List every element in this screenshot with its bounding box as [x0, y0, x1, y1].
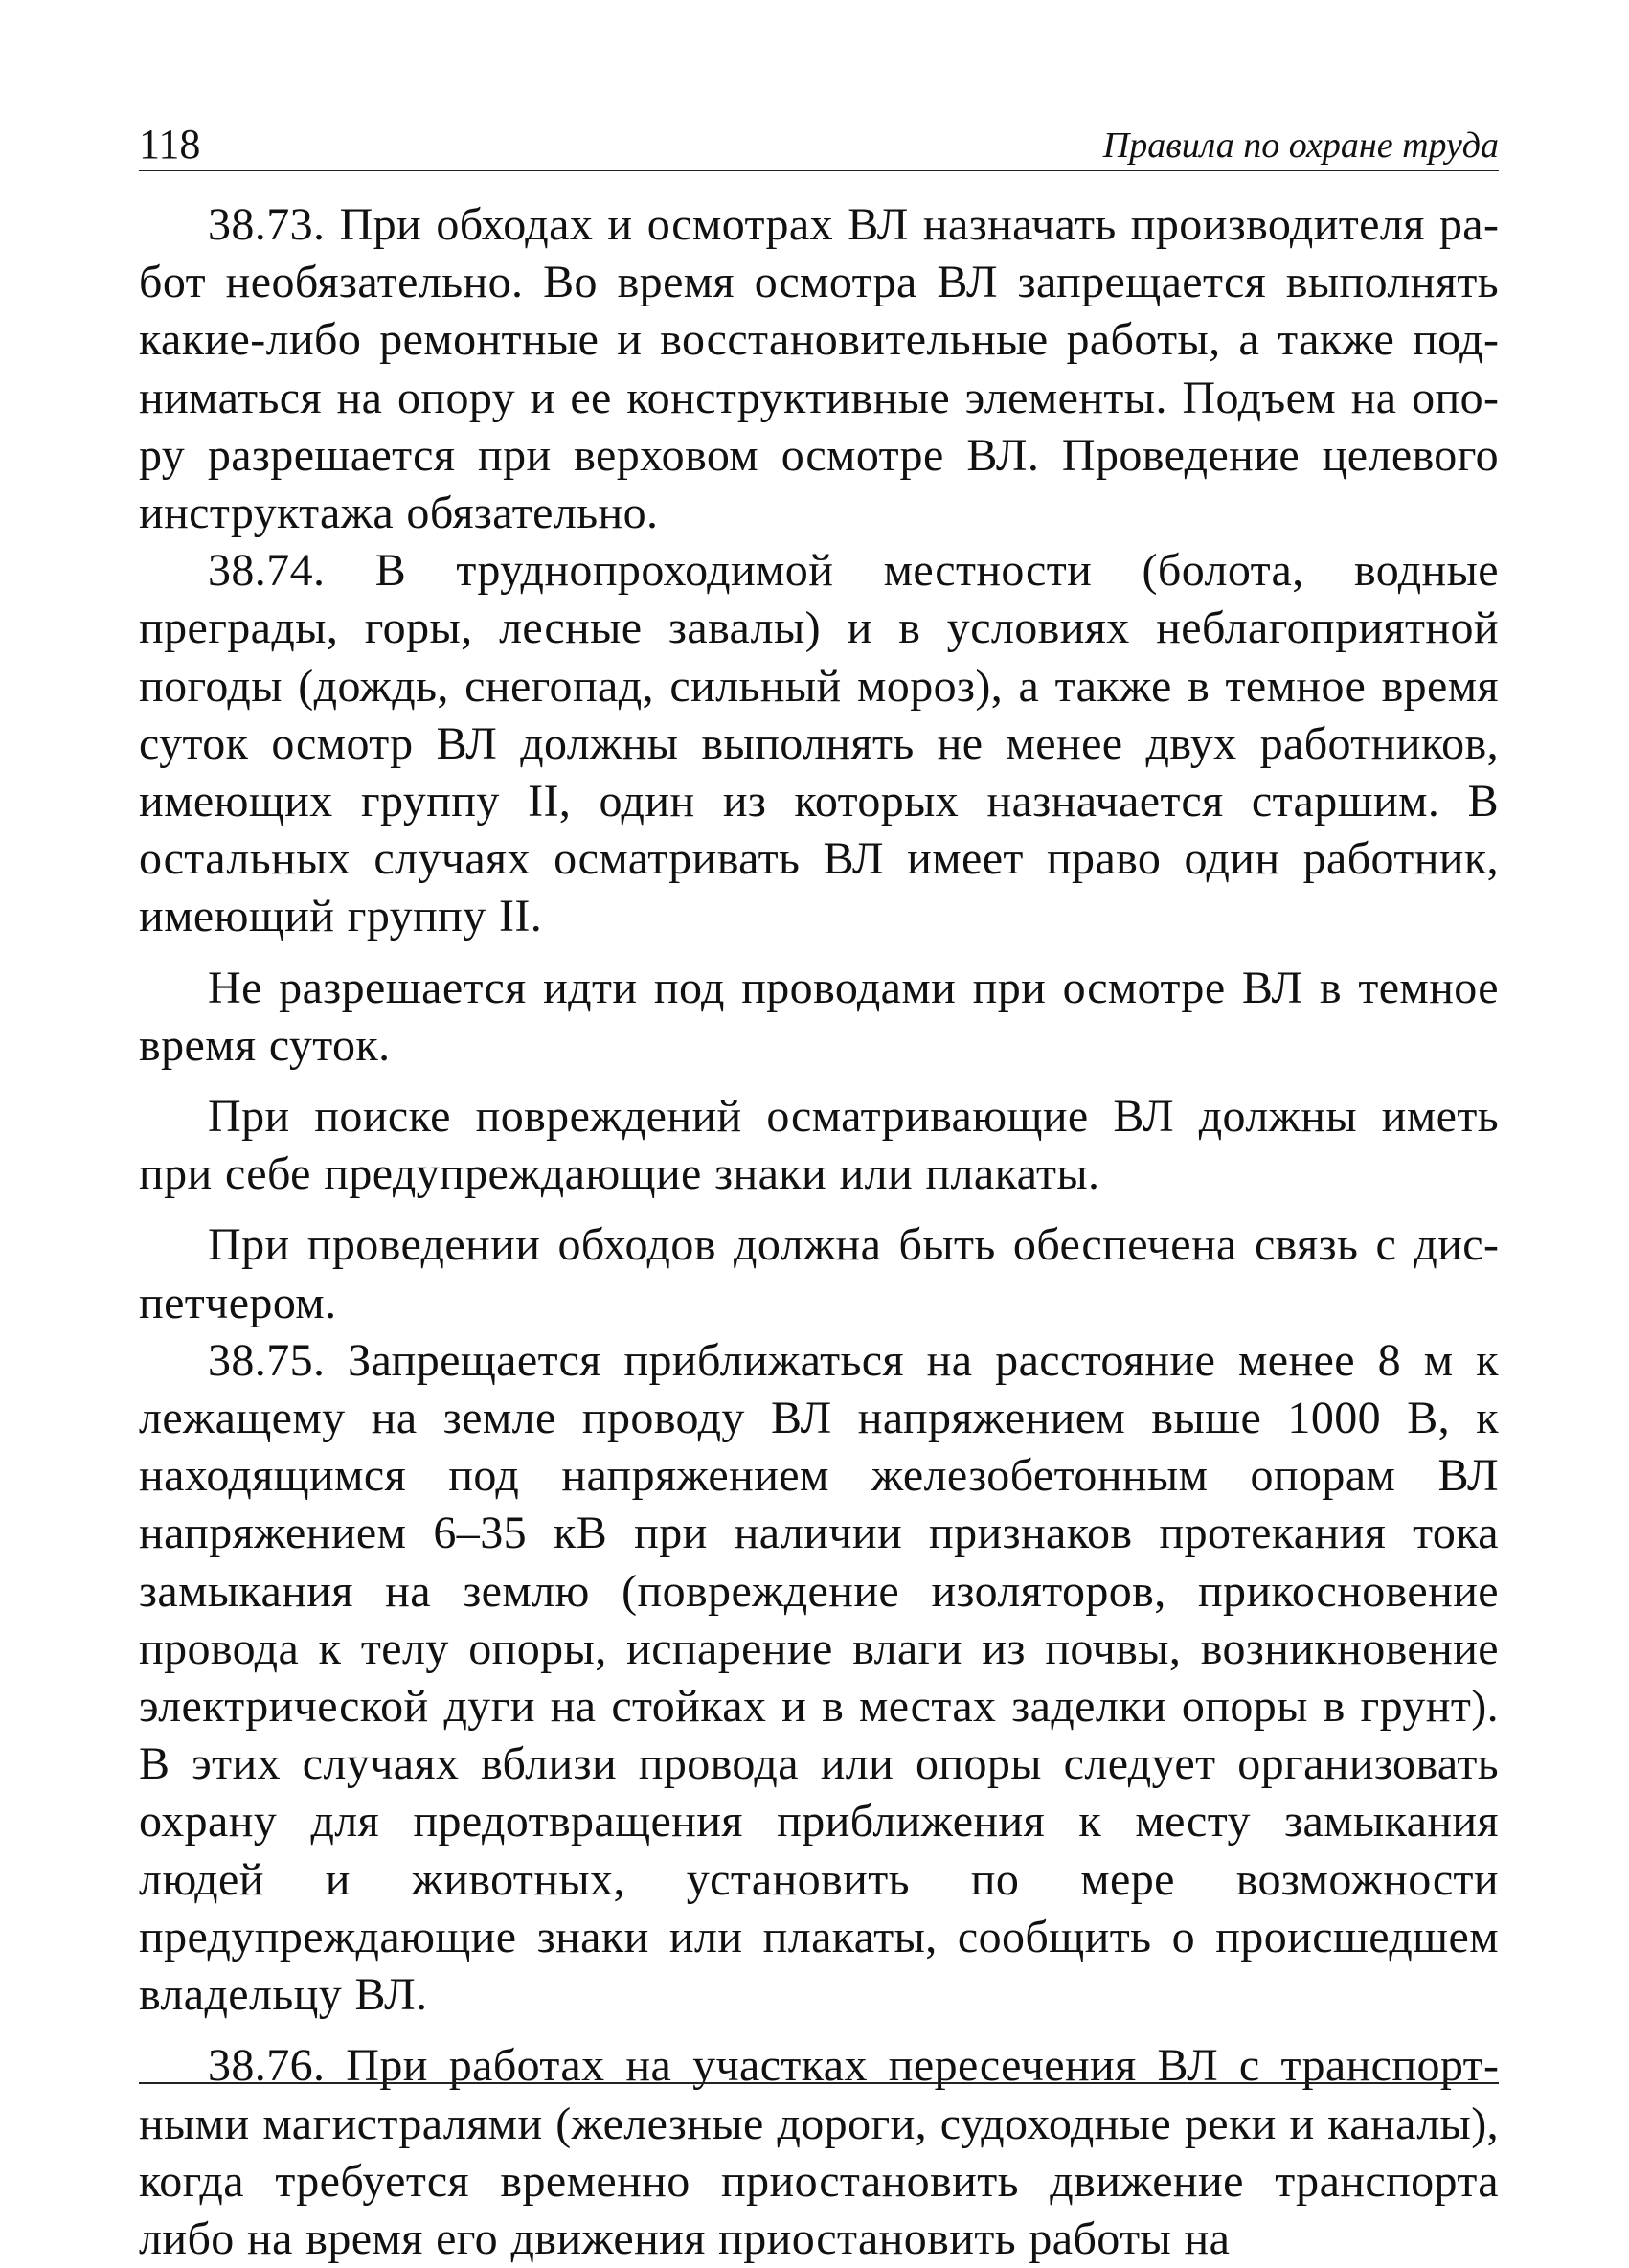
footer-rule — [139, 2082, 1499, 2084]
paragraph-38-73: 38.73. При обходах и осмотрах ВЛ назначать производителя работ необязательно. Во время осмотра ВЛ запрещается выполнять какие-либо ремонтные и восстановительные работы, а также подниматься на опору и ее конструктивные элементы. Подъем на опору разрешается при верховом осмотре ВЛ. Проведение целевого инструктажа обязательно. — [139, 199, 1499, 539]
running-header — [139, 120, 1499, 171]
paragraph-38-74: 38.74. В труднопроходимой местности (болота, водные преграды, горы, лесные завалы) и в условиях неблагоприятной погоды (дождь, снегопад, сильный мороз), а также в темное время суток осмотр ВЛ должны выполнять не менее двух работников, имеющих группу II, один из которых назначается старшим. В остальных случаях осматривать ВЛ имеет право один работник, имеющий группу II. — [139, 545, 1499, 942]
paragraph-dark-time: Не разрешается идти под проводами при осмотре ВЛ в темное время суток. — [139, 962, 1499, 1071]
paragraph-dispatcher: При проведении обходов должна быть обеспечена связь с диспетчером. — [139, 1219, 1499, 1328]
body-text — [139, 196, 1499, 2268]
paragraph-38-76: 38.76. При работах на участках пересечения ВЛ с транспортными магистралями (железные дороги, судоходные реки и каналы), когда требуется временно приостановить движение транспорта либо на время его движения приостановить работы на — [139, 2040, 1499, 2264]
paragraph-warning-signs: При поиске повреждений осматривающие ВЛ должны иметь при себе предупреждающие знаки или плакаты. — [139, 1091, 1499, 1200]
paragraph-38-75: 38.75. Запрещается приближаться на расстояние менее 8 м к лежащему на земле проводу ВЛ напряжением выше 1000 В, к находящимся под напряжением железобетонным опорам ВЛ напряжением 6–35 кВ при наличии признаков протекания тока замыкания на землю (повреждение изоляторов, прикосновение провода к телу опоры, испарение влаги из почвы, возникновение электрической дуги на стойках и в местах заделки опоры в грунт). В этих случаях вблизи провода или опоры следует организовать охрану для предотвращения приближения к месту замыкания людей и животных, установить по мере возможности предупреждающие знаки или плакаты, сообщить о происшедшем владельцу ВЛ. — [139, 1334, 1499, 2021]
page-number: 118 — [139, 121, 201, 168]
running-title: Правила по охране труда — [1102, 125, 1499, 166]
